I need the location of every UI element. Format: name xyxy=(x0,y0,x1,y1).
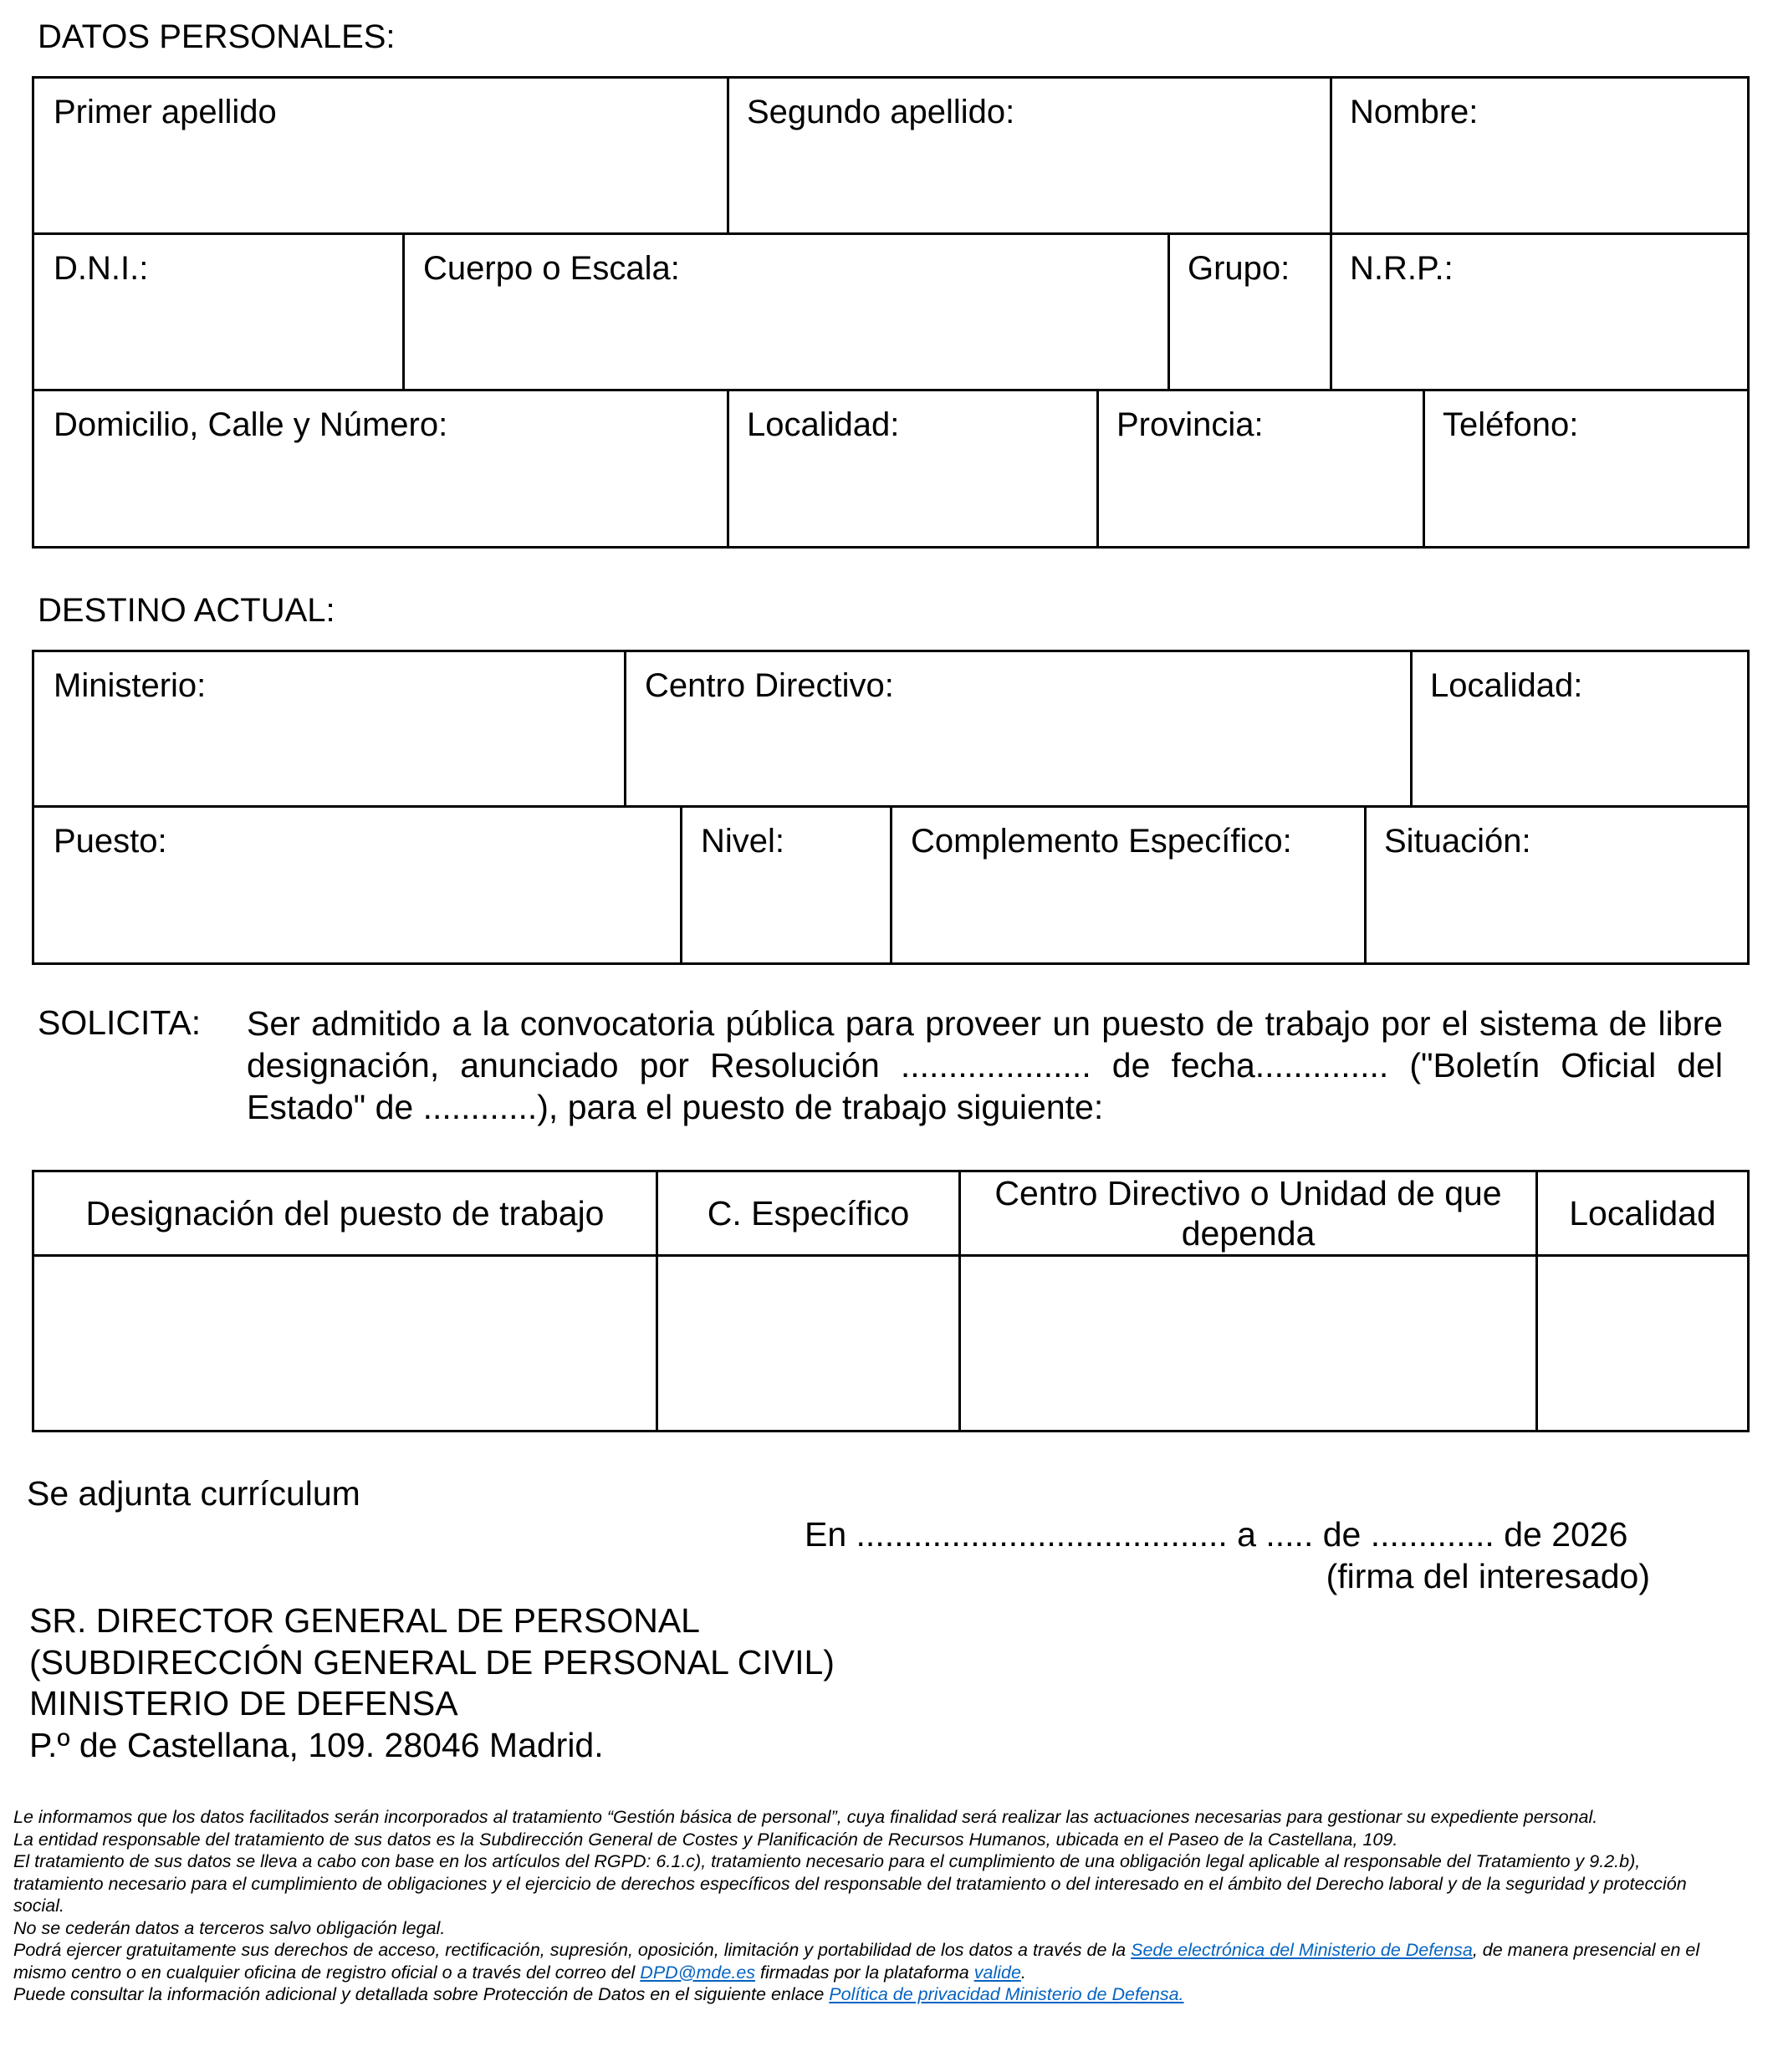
field-complemento-especifico[interactable]: Complemento Específico: xyxy=(911,823,1292,860)
notice-text: . xyxy=(1020,1962,1026,1983)
section-title-datos-personales: DATOS PERSONALES: xyxy=(38,18,396,55)
grid-divider xyxy=(890,805,892,965)
privacy-policy-link[interactable]: Política de privacidad Ministerio de Defensa. xyxy=(829,1984,1184,2004)
field-dni[interactable]: D.N.I.: xyxy=(54,250,149,287)
field-localidad[interactable]: Localidad: xyxy=(747,406,900,443)
notice-paragraph-privacy xyxy=(13,1983,1719,2006)
notice-paragraph-rights xyxy=(13,1939,1719,1983)
grid-divider xyxy=(680,805,682,965)
grid-divider xyxy=(727,389,729,549)
field-ministerio[interactable]: Ministerio: xyxy=(54,667,207,704)
table-cell-centro-directivo[interactable] xyxy=(961,1257,1535,1430)
place-date-line: En ....................................... a ..... de ............. de 2026 xyxy=(805,1515,1628,1554)
section-title-destino-actual: DESTINO ACTUAL: xyxy=(38,592,335,629)
field-nombre[interactable]: Nombre: xyxy=(1350,94,1479,130)
field-primer-apellido[interactable]: Primer apellido xyxy=(54,94,277,130)
notice-paragraph: La entidad responsable del tratamiento de sus datos es la Subdirección General de Costes y Planificación de Recursos Humanos, ubicada en el Paseo de la Castellana, 109. xyxy=(13,1829,1398,1850)
grid-divider xyxy=(32,232,1750,235)
grid-divider xyxy=(1167,232,1170,390)
addressee-line: (SUBDIRECCIÓN GENERAL DE PERSONAL CIVIL) xyxy=(29,1642,835,1682)
signature-caption: (firma del interesado) xyxy=(1326,1557,1650,1595)
grid-divider xyxy=(727,76,729,234)
notice-paragraph: No se cederán datos a terceros salvo obligación legal. xyxy=(13,1917,446,1938)
solicita-label: SOLICITA: xyxy=(38,1003,202,1042)
curriculum-note: Se adjunta currículum xyxy=(27,1474,360,1513)
field-grupo[interactable]: Grupo: xyxy=(1188,250,1290,287)
addressee-block xyxy=(29,1600,835,1766)
solicita-line-2: designación, anunciado por Resolución .................... de fecha.............. ("Boletín Oficial del xyxy=(247,1046,1723,1084)
table-cell-c-especifico[interactable] xyxy=(658,1257,958,1430)
solicita-line-3: Estado" de ............), para el puesto de trabajo siguiente: xyxy=(247,1088,1104,1126)
field-cuerpo-escala[interactable]: Cuerpo o Escala: xyxy=(423,250,680,287)
field-provincia[interactable]: Provincia: xyxy=(1116,406,1264,443)
solicita-paragraph xyxy=(247,1003,1723,1128)
addressee-line: SR. DIRECTOR GENERAL DE PERSONAL xyxy=(29,1601,700,1640)
table-header-centro-directivo: Centro Directivo o Unidad de que dependa xyxy=(994,1174,1502,1253)
addressee-line: MINISTERIO DE DEFENSA xyxy=(29,1684,458,1722)
notice-paragraph: El tratamiento de sus datos se lleva a cabo con base en los artículos del RGPD: 6.1.c), tratamiento necesario para el cumplimiento de una obligación legal aplicable al responsable del Tratamiento y 9.2.b), tratamiento necesario para el cumplimiento de obligaciones y el ejercicio de derechos específicos del responsable del tratamiento o del interesado en el ámbito del Derecho laboral y de la seguridad y protección social. xyxy=(13,1851,1687,1916)
table-cell-localidad[interactable] xyxy=(1538,1257,1747,1430)
field-nivel[interactable]: Nivel: xyxy=(701,823,785,860)
table-header-localidad: Localidad xyxy=(1569,1194,1716,1232)
solicita-line-1: Ser admitido a la convocatoria pública para proveer un puesto de trabajo por el sistema de libre xyxy=(247,1004,1723,1043)
field-segundo-apellido[interactable]: Segundo apellido: xyxy=(747,94,1015,130)
field-telefono[interactable]: Teléfono: xyxy=(1443,406,1579,443)
notice-text: Podrá ejercer gratuitamente sus derechos de acceso, rectificación, supresión, oposición, limitación y portabilidad de los datos a través de la xyxy=(13,1940,1132,1960)
notice-paragraph: Le informamos que los datos facilitados serán incorporados al tratamiento “Gestión básica de personal”, cuya finalidad será realizar las actuaciones necesarias para gestionar su expediente personal. xyxy=(13,1807,1598,1827)
grid-divider xyxy=(32,389,1750,391)
field-situacion[interactable]: Situación: xyxy=(1384,823,1531,860)
grid-divider xyxy=(402,232,405,390)
notice-text: Puede consultar la información adicional y detallada sobre Protección de Datos en el siguiente enlace xyxy=(13,1984,830,2004)
grid-divider xyxy=(1364,805,1367,965)
notice-text: firmadas por la plataforma xyxy=(755,1962,974,1983)
grid-divider xyxy=(624,650,626,807)
sede-electronica-link[interactable]: Sede electrónica del Ministerio de Defensa xyxy=(1131,1940,1473,1960)
field-centro-directivo[interactable]: Centro Directivo: xyxy=(645,667,894,704)
grid-divider xyxy=(1330,76,1332,390)
table-header-designacion: Designación del puesto de trabajo xyxy=(85,1194,605,1232)
data-protection-notice xyxy=(13,1806,1719,2006)
dpd-email-link[interactable]: DPD@mde.es xyxy=(640,1962,756,1983)
grid-divider xyxy=(1423,389,1425,549)
grid-divider xyxy=(1096,389,1099,549)
grid-divider xyxy=(1410,650,1413,807)
addressee-line: P.º de Castellana, 109. 28046 Madrid. xyxy=(29,1725,604,1764)
field-nrp[interactable]: N.R.P.: xyxy=(1350,250,1454,287)
field-domicilio[interactable]: Domicilio, Calle y Número: xyxy=(54,406,448,443)
table-cell-designacion[interactable] xyxy=(34,1257,656,1430)
field-puesto[interactable]: Puesto: xyxy=(54,823,167,860)
table-header-c-especifico: C. Específico xyxy=(707,1194,910,1232)
field-destino-localidad[interactable]: Localidad: xyxy=(1430,667,1583,704)
notice-text: , de manera presencial en el mismo centro o en cualquier oficina de registro oficial o a través del correo del xyxy=(13,1940,1700,1983)
personal-data-grid xyxy=(32,76,1750,549)
valide-link[interactable]: valide xyxy=(973,1962,1021,1983)
